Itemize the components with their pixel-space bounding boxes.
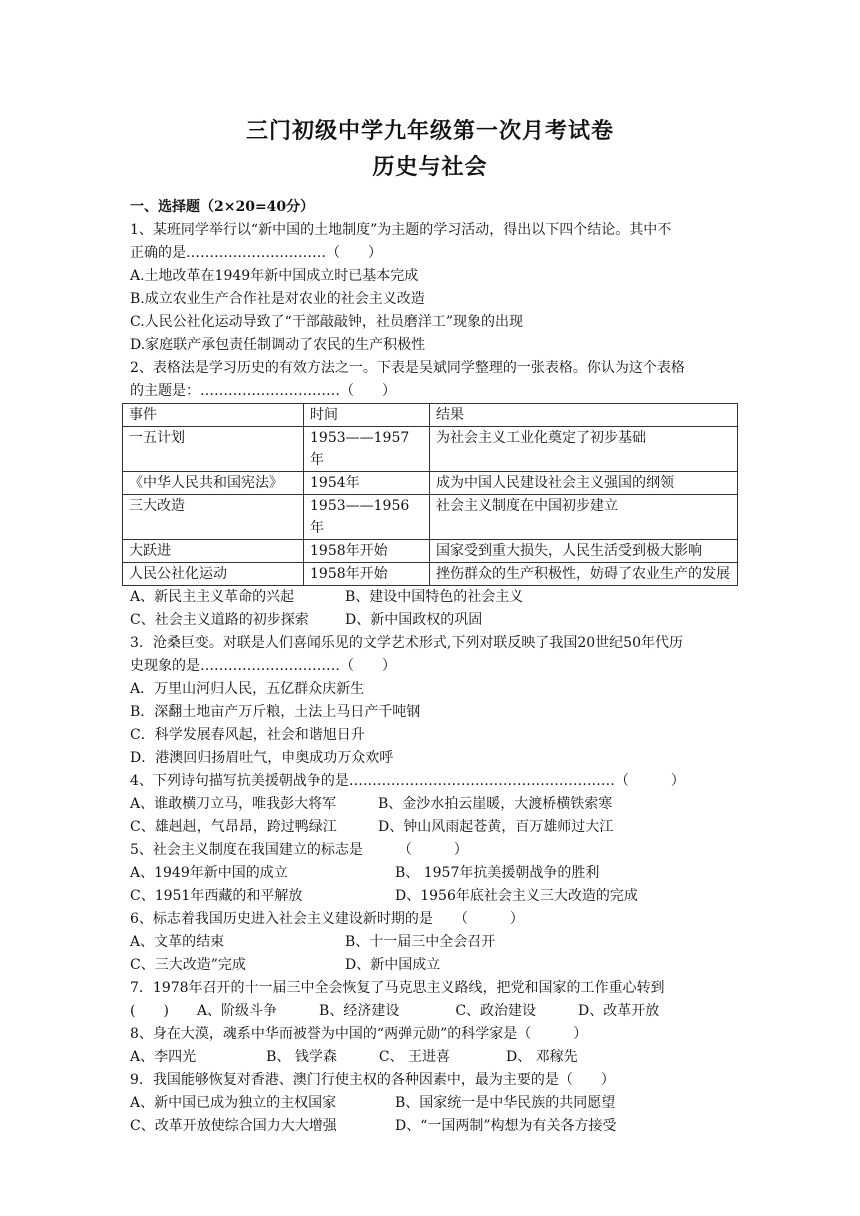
option-row	[130, 885, 740, 908]
table-cell: 一五计划	[123, 427, 304, 472]
option-row	[130, 793, 740, 816]
option-d: D、“一国两制”构想为有关各方接受	[395, 1118, 617, 1134]
question-stem: 1、某班同学举行以“新中国的土地制度”为主题的学习活动，得出以下四个结论。其中不	[130, 222, 672, 238]
question-stem: 2、表格法是学习历史的有效方法之一。下表是吴斌同学整理的一张表格。你认为这个表格	[130, 360, 685, 376]
option-c: C、三大改造”完成	[130, 957, 246, 973]
question-stem: 8、身在大漠，魂系中华而被誉为中国的“两弹元勋”的科学家是（ ）	[130, 1026, 588, 1042]
table-header-row	[123, 404, 738, 427]
question-8	[130, 1023, 740, 1069]
option-d: D．港澳回归扬眉吐气，申奥成功万众欢呼	[130, 750, 394, 766]
option-a: A.土地改革在1949年新中国成立时已基本完成	[130, 268, 419, 284]
option-a: A．万里山河归人民，五亿群众庆新生	[130, 681, 365, 697]
option-c: C、1951年西藏的和平解放	[130, 888, 303, 904]
question-stem: 5、社会主义制度在我国建立的标志是 （ ）	[130, 842, 468, 858]
table-cell: 挫伤群众的生产积极性，妨碍了农业生产的发展	[430, 563, 738, 586]
option-b: B、国家统一是中华民族的共同愿望	[395, 1095, 616, 1111]
question-stem: 4、下列诗句描写抗美援朝战争的是…………………………………………………（ ）	[130, 773, 685, 789]
section-heading: 一、选择题（2×20=40分）	[130, 199, 315, 215]
table-cell: 国家受到重大损失，人民生活受到极大影响	[430, 540, 738, 563]
exam-content	[130, 196, 740, 1138]
question-stem: 正确的是…………………………（ ）	[130, 245, 382, 261]
question-3	[130, 632, 740, 770]
table-cell: 大跃进	[123, 540, 304, 563]
table-header: 结果	[430, 404, 738, 427]
table-cell: 1954年	[304, 472, 430, 495]
option-c: C、改革开放使综合国力大大增强	[130, 1118, 337, 1134]
option-b: B.成立农业生产合作社是对农业的社会主义改造	[130, 291, 425, 307]
table-cell: 为社会主义工业化奠定了初步基础	[430, 427, 738, 472]
exam-subject: 历史与社会	[372, 154, 488, 180]
question-stem: 7．1978年召开的十一届三中全会恢复了马克思主义路线，把党和国家的工作重心转到	[130, 980, 665, 996]
question-5	[130, 839, 740, 908]
option-row	[130, 586, 740, 609]
table-row	[123, 427, 738, 472]
option-c: C、雄赳赳，气昂昂，跨过鸭绿江	[130, 819, 337, 835]
table-header: 事件	[123, 404, 304, 427]
option-b: B、建设中国特色的社会主义	[345, 589, 524, 605]
question-4	[130, 770, 740, 839]
option-a: A、谁敢横刀立马，唯我彭大将军	[130, 796, 337, 812]
option-c: C.人民公社化运动导致了“干部敲敲钟，社员磨洋工”现象的出现	[130, 314, 523, 330]
table-cell: 成为中国人民建设社会主义强国的纲领	[430, 472, 738, 495]
question-1	[130, 219, 740, 357]
option-row	[130, 931, 740, 954]
question-options: ( ) A、阶级斗争 B、经济建设 C、政治建设 D、改革开放	[130, 1003, 660, 1019]
option-a: A、文革的结束	[130, 934, 225, 950]
question-7	[130, 977, 740, 1023]
question-stem: 6、标志着我国历史进入社会主义建设新时期的是 （ ）	[130, 911, 524, 927]
option-b: B、十一届三中全会召开	[345, 934, 496, 950]
option-c: C．科学发展春风起，社会和谐旭日升	[130, 727, 365, 743]
table-cell: 三大改造	[123, 495, 304, 540]
table-row	[123, 495, 738, 540]
option-d: D、新中国政权的巩固	[345, 612, 483, 628]
option-row	[130, 1115, 740, 1138]
option-row	[130, 609, 740, 632]
question-6	[130, 908, 740, 977]
option-d: D.家庭联产承包责任制调动了农民的生产积极性	[130, 337, 426, 353]
table-cell: 人民公社化运动	[123, 563, 304, 586]
option-row	[130, 816, 740, 839]
question-stem: 3．沧桑巨变。对联是人们喜闻乐见的文学艺术形式,下列对联反映了我国20世纪50年代历	[130, 635, 683, 651]
question-options: A、李四光 B、 钱学森 C、 王进喜 D、 邓稼先	[130, 1049, 578, 1065]
events-table	[122, 403, 738, 586]
option-d: D、1956年底社会主义三大改造的完成	[395, 888, 638, 904]
table-row	[123, 563, 738, 586]
option-a: A、新民主主义革命的兴起	[130, 589, 295, 605]
option-row	[130, 862, 740, 885]
table-cell: 社会主义制度在中国初步建立	[430, 495, 738, 540]
option-row	[130, 954, 740, 977]
exam-title: 三门初级中学九年级第一次月考试卷	[245, 118, 614, 144]
table-cell: 《中华人民共和国宪法》	[123, 472, 304, 495]
option-row	[130, 1092, 740, 1115]
question-stem: 9．我国能够恢复对香港、澳门行使主权的各种因素中，最为主要的是（ ）	[130, 1072, 615, 1088]
question-9	[130, 1069, 740, 1138]
table-cell: 1953——1956年	[304, 495, 430, 540]
option-b: B．深翻土地亩产万斤粮，土法上马日产千吨钢	[130, 704, 421, 720]
option-d: D、新中国成立	[345, 957, 441, 973]
question-stem: 史现象的是…………………………（ ）	[130, 658, 396, 674]
option-c: C、社会主义道路的初步探索	[130, 612, 309, 628]
table-row	[123, 472, 738, 495]
table-row	[123, 540, 738, 563]
question-stem: 的主题是：…………………………（ ）	[130, 383, 396, 399]
table-header: 时间	[304, 404, 430, 427]
option-a: A、新中国已成为独立的主权国家	[130, 1095, 337, 1111]
table-cell: 1958年开始	[304, 563, 430, 586]
table-cell: 1953——1957年	[304, 427, 430, 472]
option-a: A、1949年新中国的成立	[130, 865, 288, 881]
question-2	[130, 357, 740, 632]
option-b: B、 1957年抗美援朝战争的胜利	[395, 865, 600, 881]
option-b: B、金沙水拍云崖暖，大渡桥横铁索寒	[378, 796, 613, 812]
table-cell: 1958年开始	[304, 540, 430, 563]
option-d: D、钟山风雨起苍黄，百万雄师过大江	[378, 819, 614, 835]
